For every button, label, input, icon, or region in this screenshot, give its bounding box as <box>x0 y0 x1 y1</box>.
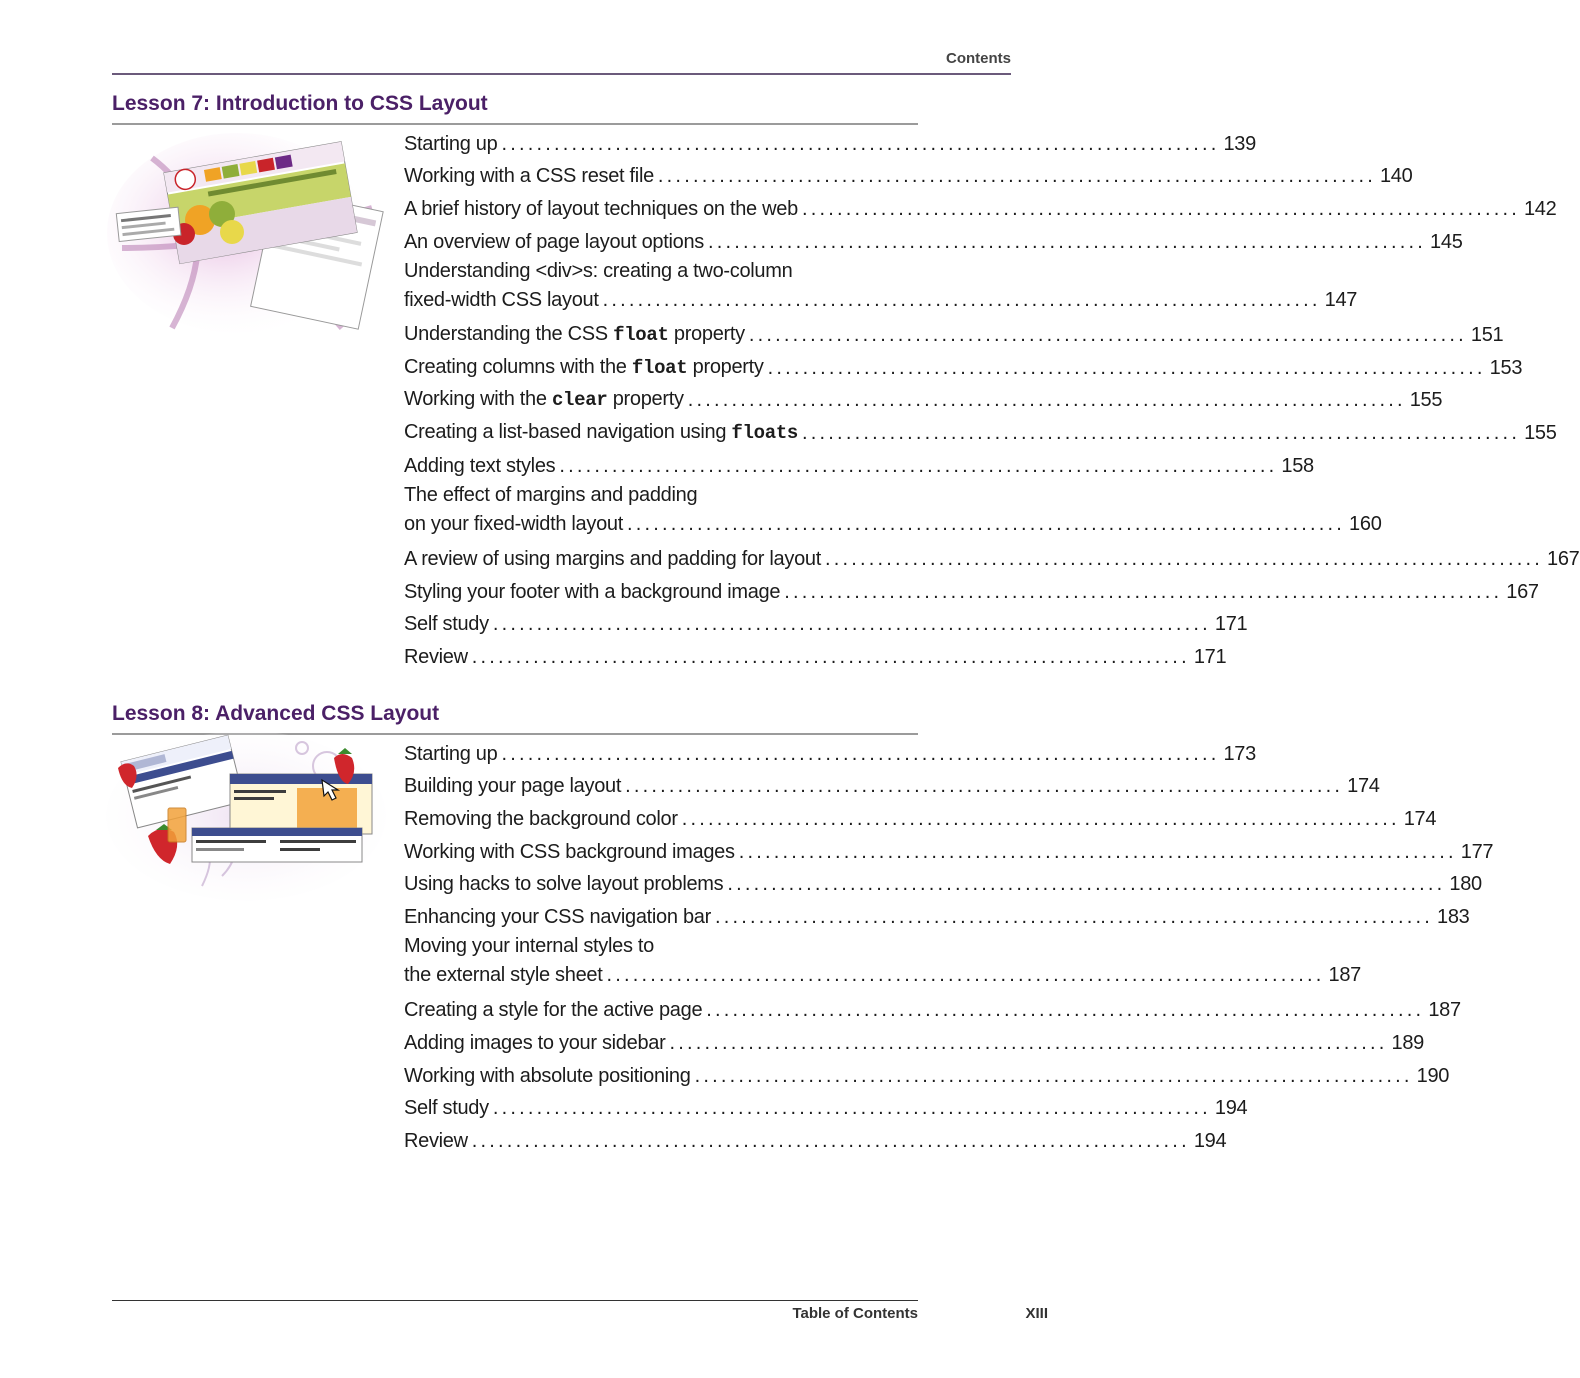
dot-leader: .................................................................................. <box>471 1130 1190 1153</box>
entry-text: Creating a list-based navigation using <box>404 421 732 443</box>
toc-entry[interactable] <box>404 415 1557 448</box>
entry-title: Self study <box>404 1097 489 1120</box>
entry-title: Review <box>404 645 468 668</box>
dot-leader: .................................................................................. <box>627 512 1346 535</box>
css-keyword: float <box>631 356 688 379</box>
dot-leader: .................................................................................. <box>784 580 1503 603</box>
page-number: 167 <box>1506 580 1539 603</box>
dot-leader: .................................................................................. <box>669 1032 1388 1054</box>
running-head: Contents <box>946 50 1011 67</box>
toc-entry[interactable] <box>404 736 1256 769</box>
css-keyword: clear <box>551 389 608 412</box>
toc-entry[interactable] <box>404 867 1482 900</box>
page-number: 158 <box>1281 454 1314 477</box>
toc-entry[interactable] <box>404 224 1463 257</box>
dot-leader: .................................................................................. <box>727 873 1446 896</box>
footer-label: Table of Contents <box>792 1305 918 1322</box>
entry-title-line1: Understanding <div>s: creating a two-column <box>404 259 793 282</box>
page-number: 155 <box>1409 389 1443 412</box>
entry-title-line2: fixed-width CSS layout <box>404 288 599 311</box>
dot-leader: .................................................................................. <box>602 288 1321 311</box>
dot-leader: .................................................................................. <box>492 613 1211 636</box>
entry-title: Creating a style for the active page <box>404 999 703 1022</box>
toc-entry[interactable] <box>404 481 1382 542</box>
page-number: 187 <box>1328 964 1362 987</box>
entry-title: Enhancing your CSS navigation bar <box>404 906 711 929</box>
entry-title: Working with a CSS reset file <box>404 165 654 188</box>
toc-entry[interactable] <box>404 769 1380 802</box>
dot-leader: .................................................................................. <box>802 422 1521 444</box>
page-number: 147 <box>1324 288 1358 311</box>
dot-leader: .................................................................................. <box>824 547 1544 570</box>
toc-entry[interactable] <box>404 126 1256 159</box>
dot-leader: .................................................................................. <box>559 454 1278 477</box>
entry-text: property <box>668 322 745 345</box>
entry-text: Creating columns with the <box>404 355 632 378</box>
toc-entry[interactable] <box>404 448 1314 481</box>
toc-entry[interactable] <box>404 574 1539 607</box>
toc-entry[interactable] <box>404 317 1504 350</box>
footer-rule <box>112 1300 918 1301</box>
toc-entry[interactable] <box>404 541 1580 574</box>
toc-entry[interactable] <box>404 257 1358 318</box>
lesson-7-entries <box>404 126 1580 672</box>
toc-entry[interactable] <box>404 1058 1450 1091</box>
lesson-7-illustration <box>112 138 380 338</box>
lesson-8-entries <box>404 736 1494 1156</box>
entry-title: Working with absolute positioning <box>404 1064 691 1087</box>
entry-title: Starting up <box>404 742 498 765</box>
lesson-8-collage-image <box>112 736 380 896</box>
dot-leader: .................................................................................. <box>606 964 1325 987</box>
entry-title: A review of using margins and padding for layout <box>404 547 821 570</box>
toc-entry[interactable] <box>404 993 1461 1026</box>
entry-title: Starting up <box>404 132 498 155</box>
dot-leader: .................................................................................. <box>625 775 1344 798</box>
page-number: 140 <box>1379 165 1413 188</box>
page-number: 174 <box>1403 808 1437 831</box>
entry-text: property <box>687 355 764 378</box>
toc-entry[interactable] <box>404 801 1437 834</box>
page-number: 151 <box>1470 323 1504 346</box>
page-number: 189 <box>1391 1032 1424 1054</box>
dot-leader: .................................................................................. <box>714 906 1434 929</box>
page-number: 173 <box>1223 742 1256 765</box>
toc-entry[interactable] <box>404 1123 1227 1156</box>
entry-title: Review <box>404 1130 468 1153</box>
dot-leader: .................................................................................. <box>492 1097 1211 1120</box>
entry-title <box>404 352 764 383</box>
entry-title: Adding images to your sidebar <box>404 1032 666 1054</box>
toc-entry[interactable] <box>404 350 1523 383</box>
entry-title-line1: The effect of margins and padding <box>404 483 698 506</box>
toc-entry[interactable] <box>404 1025 1424 1058</box>
entry-title: Removing the background color <box>404 808 678 831</box>
page-number: 187 <box>1428 999 1461 1022</box>
page-number: 155 <box>1524 422 1557 444</box>
toc-entry[interactable] <box>404 834 1494 867</box>
toc-entry[interactable] <box>404 607 1248 640</box>
css-keyword: float <box>613 323 669 346</box>
entry-title: Building your page layout <box>404 775 622 798</box>
page-number: 139 <box>1223 132 1256 155</box>
header-rule <box>112 73 1011 75</box>
page-number: 145 <box>1430 230 1463 253</box>
page-number: 190 <box>1416 1064 1450 1087</box>
entry-title: An overview of page layout options <box>404 230 704 253</box>
dot-leader: .................................................................................. <box>708 230 1427 253</box>
lesson-7-rule <box>112 123 918 125</box>
dot-leader: .................................................................................. <box>706 999 1425 1022</box>
lesson-8-illustration <box>112 736 380 896</box>
entry-title: Using hacks to solve layout problems <box>404 873 724 896</box>
entry-title: Adding text styles <box>404 454 556 477</box>
lesson-7-collage-image <box>112 138 380 338</box>
entry-title-line1: Moving your internal styles to <box>404 935 655 958</box>
page-number: 171 <box>1214 613 1248 636</box>
dot-leader: .................................................................................. <box>801 198 1520 221</box>
entry-title: Styling your footer with a background image <box>404 580 781 603</box>
entry-title: Self study <box>404 613 489 636</box>
dot-leader: .................................................................................. <box>681 808 1400 831</box>
page-number: 174 <box>1347 775 1380 798</box>
dot-leader: .................................................................................. <box>687 389 1406 412</box>
dot-leader: .................................................................................. <box>767 356 1486 379</box>
entry-title: Working with CSS background images <box>404 840 735 863</box>
entry-text: property <box>607 388 684 411</box>
toc-entry[interactable] <box>404 1091 1248 1124</box>
entry-text: Working with the <box>404 388 552 411</box>
page-number: 142 <box>1523 198 1557 221</box>
entry-title <box>404 417 798 448</box>
page-folio: XIII <box>1025 1305 1048 1322</box>
entry-title <box>404 319 745 350</box>
page-number: 194 <box>1214 1097 1248 1120</box>
entry-title-line2: on your fixed-width layout <box>404 512 623 535</box>
entry-title <box>404 384 684 415</box>
dot-leader: .................................................................................. <box>471 645 1190 668</box>
entry-title: A brief history of layout techniques on the web <box>404 198 798 221</box>
dot-leader: .................................................................................. <box>748 323 1467 346</box>
dot-leader: .................................................................................. <box>694 1064 1413 1087</box>
css-keyword: floats <box>731 422 799 444</box>
toc-entry[interactable] <box>404 383 1443 416</box>
toc-entry[interactable] <box>404 899 1470 932</box>
page-number: 171 <box>1193 645 1227 668</box>
dot-leader: .................................................................................. <box>501 742 1220 765</box>
page-number: 183 <box>1437 906 1470 929</box>
dot-leader: .................................................................................. <box>657 165 1376 188</box>
page-number: 180 <box>1449 873 1482 896</box>
dot-leader: .................................................................................. <box>738 840 1457 863</box>
page-number: 177 <box>1460 840 1494 863</box>
toc-entry[interactable] <box>404 932 1362 993</box>
page-number: 167 <box>1547 547 1580 570</box>
toc-entry[interactable] <box>404 191 1557 224</box>
dot-leader: .................................................................................. <box>501 132 1220 155</box>
entry-title-line2: the external style sheet <box>404 964 603 987</box>
toc-entry[interactable] <box>404 159 1413 192</box>
lesson-8-title: Lesson 8: Advanced CSS Layout <box>112 702 440 725</box>
page-number: 160 <box>1349 512 1382 535</box>
toc-entry[interactable] <box>404 639 1227 672</box>
entry-text: Understanding the CSS <box>404 322 614 345</box>
page-number: 153 <box>1489 356 1523 379</box>
page-number: 194 <box>1193 1130 1227 1153</box>
lesson-7-title: Lesson 7: Introduction to CSS Layout <box>112 92 488 115</box>
